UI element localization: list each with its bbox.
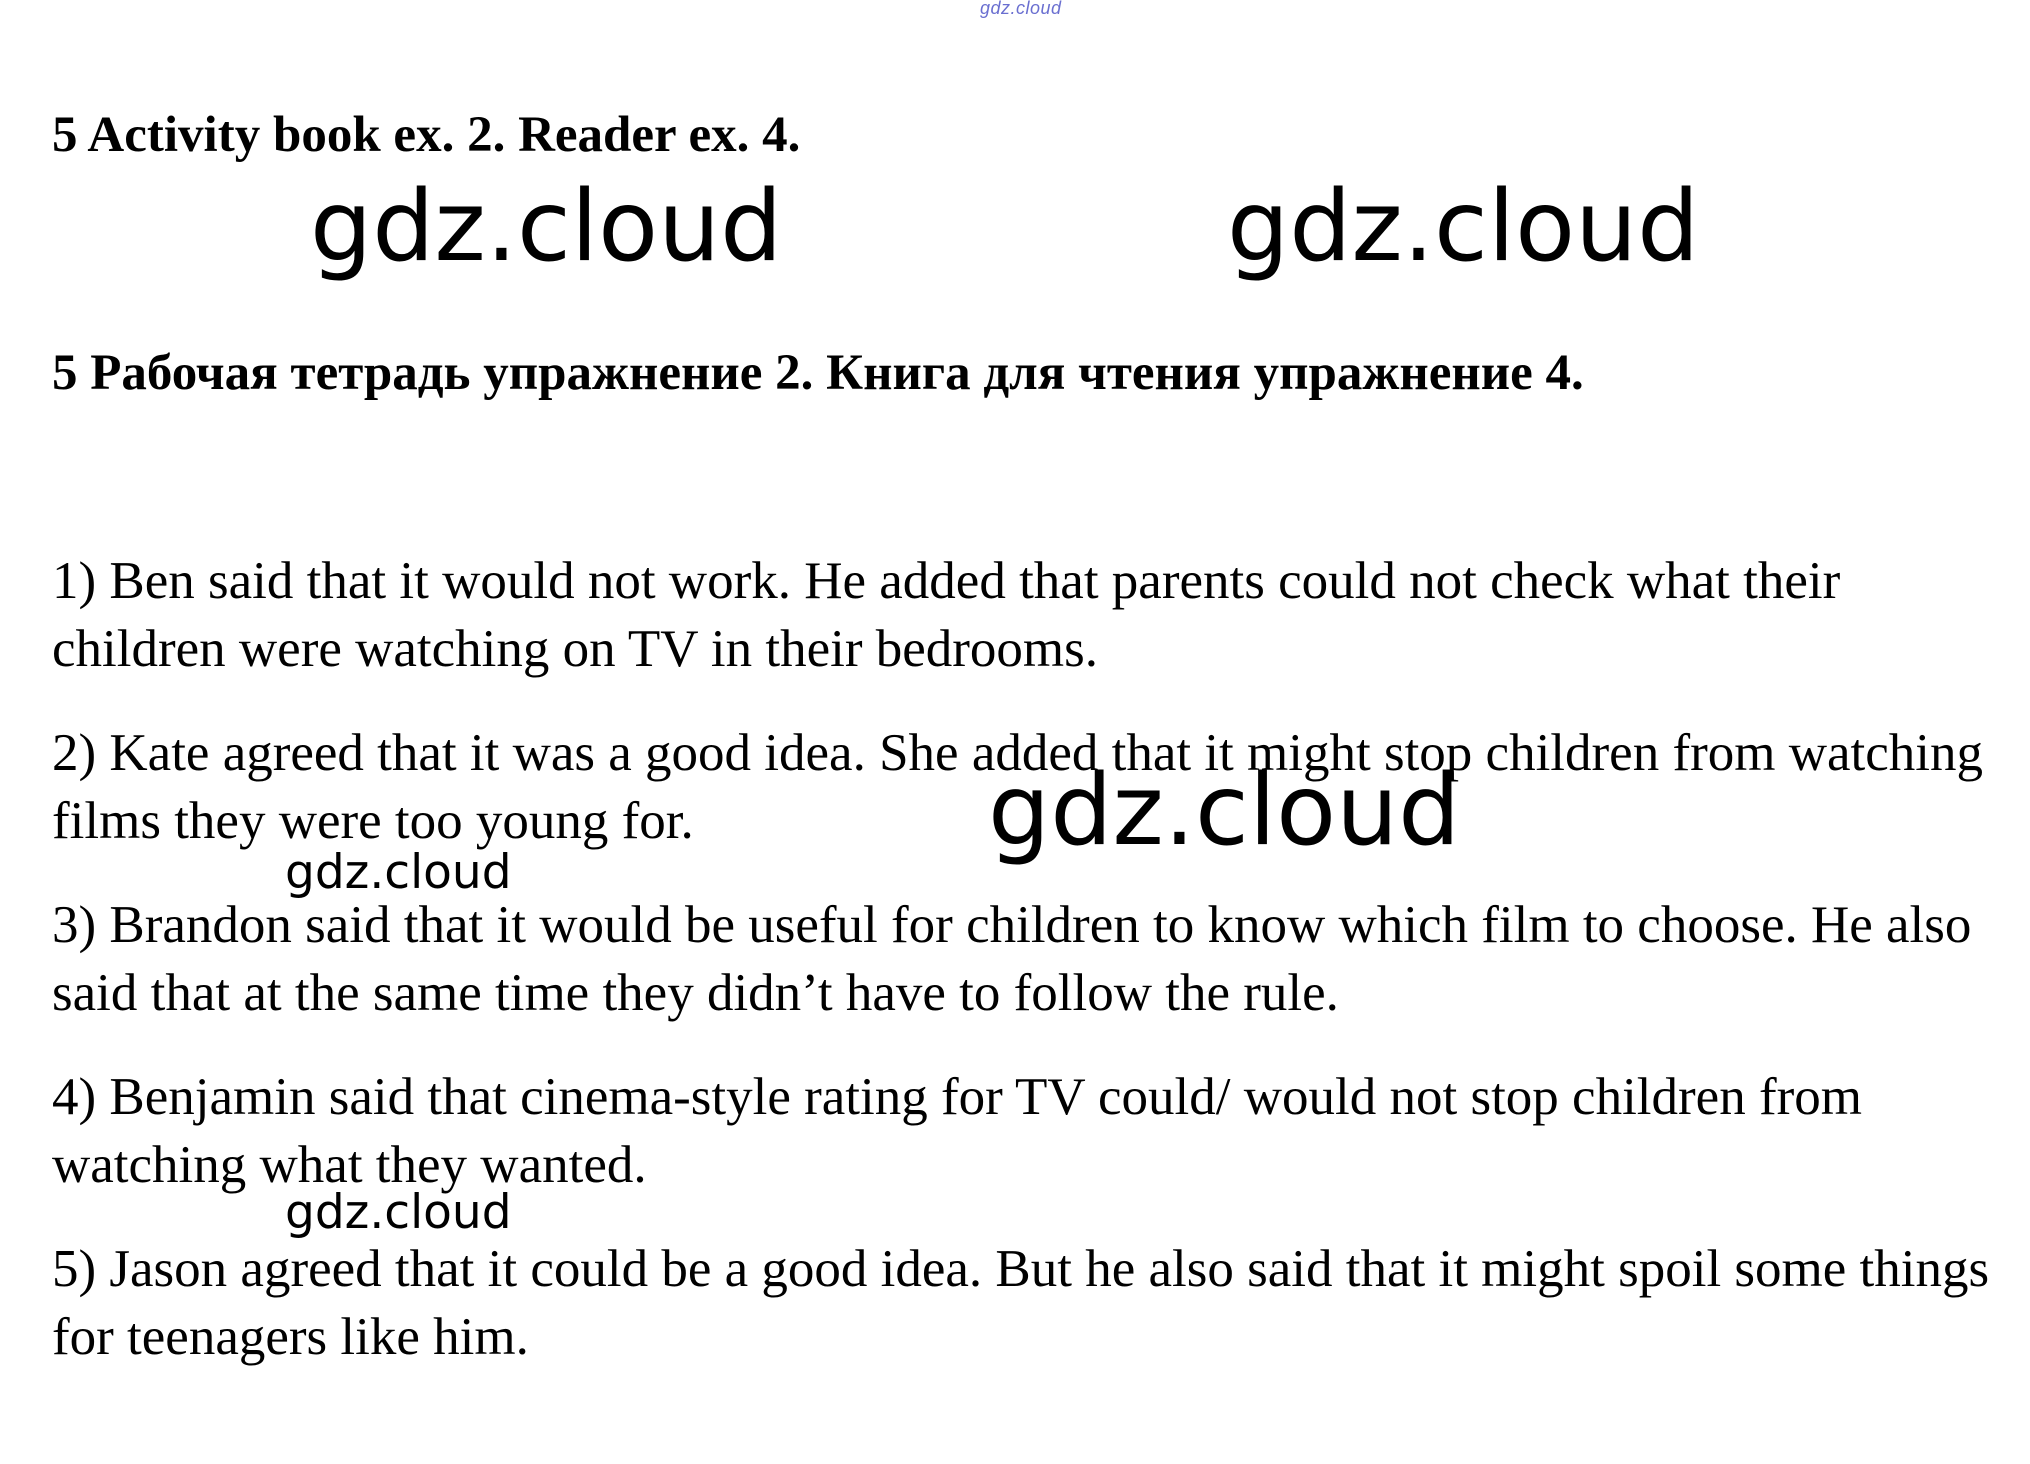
answer-item: 3) Brandon said that it would be useful for children to know which film to choose. He also said that at the same time they didn’t have to follow the rule.	[52, 896, 1972, 1022]
answers-list	[52, 547, 2002, 1407]
answer-item: 1) Ben said that it would not work. He added that parents could not check what their children were watching on TV in their bedrooms.	[52, 552, 1841, 678]
answer-item: 2) Kate agreed that it was a good idea. She added that it might stop children from watching films they were too young for.	[52, 724, 1984, 850]
watermark-small-lower: gdz.cloud	[285, 1185, 512, 1240]
answer-item: 5) Jason agreed that it could be a good idea. But he also said that it might spoil some things for teenagers like him.	[52, 1240, 1990, 1366]
top-watermark: gdz.cloud	[980, 0, 1062, 18]
watermark-large-middle: gdz.cloud	[988, 754, 1461, 868]
exercise-heading-english: 5 Activity book ex. 2. Reader ex. 4.	[52, 107, 801, 163]
exercise-heading-russian: 5 Рабочая тетрадь упражнение 2. Книга для чтения упражнение 4.	[52, 345, 1584, 401]
answer-item: 4) Benjamin said that cinema-style rating for TV could/ would not stop children from watching what they wanted.	[52, 1068, 1862, 1194]
watermark-small-upper: gdz.cloud	[285, 845, 512, 900]
watermark-large-left: gdz.cloud	[310, 170, 783, 284]
watermark-large-right: gdz.cloud	[1227, 170, 1700, 284]
